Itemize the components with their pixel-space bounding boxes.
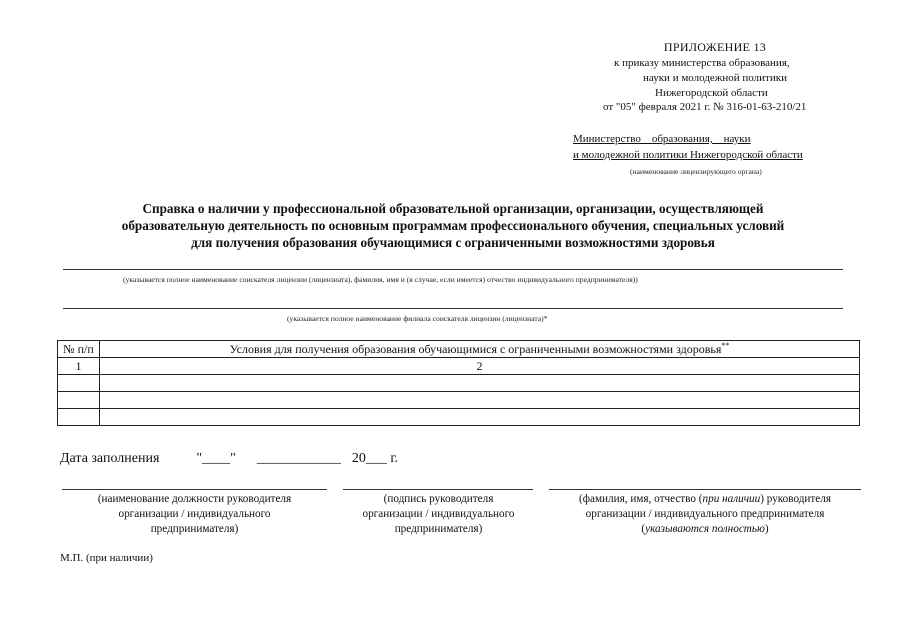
full-name-caption-part1: (фамилия, имя, отчество (	[579, 493, 703, 505]
footnote-mark: **	[721, 340, 730, 350]
numbering-cell-1: 1	[58, 358, 100, 375]
full-name-caption-italic: при наличии	[702, 493, 761, 505]
fill-date-month[interactable]: ____________	[256, 451, 341, 466]
numbering-cell-2: 2	[100, 358, 860, 375]
full-name-caption	[546, 492, 864, 537]
header-conditions-text: Условия для получения образования обучающимися с ограниченными возможностями здоровья	[229, 341, 722, 356]
document-title-line2: образовательную деятельность по основным программам профессионального обучения, специальных условий	[121, 218, 785, 233]
full-name-caption-line1	[546, 492, 864, 507]
full-name-caption-italic-note: указываются полностью	[645, 523, 765, 535]
table-row[interactable]	[58, 392, 860, 409]
signature-caption-line3: предпринимателя)	[394, 523, 483, 535]
fill-date-row	[60, 451, 398, 467]
header-number-cell: № п/п	[58, 341, 100, 358]
position-caption-line1: (наименование должности руководителя	[97, 493, 292, 505]
fill-date-suffix: г.	[390, 451, 398, 466]
position-caption-line2: организации / индивидуального	[118, 508, 271, 520]
header-conditions-cell	[100, 341, 860, 358]
table-row[interactable]	[58, 375, 860, 392]
fill-date-day[interactable]: "____"	[196, 451, 236, 466]
table-row[interactable]	[58, 409, 860, 426]
appendix-title: ПРИЛОЖЕНИЕ 13	[663, 40, 767, 54]
table-cell[interactable]	[58, 375, 100, 392]
licensing-body-line2: и молодежной политики Нижегородской области	[573, 149, 803, 161]
document-title-line1: Справка о наличии у профессиональной образовательной организации, организации, осуществляющей	[142, 201, 764, 216]
fill-date-label: Дата заполнения	[60, 451, 160, 466]
position-caption-line3: предпринимателя)	[150, 523, 239, 535]
signature-caption	[336, 492, 541, 537]
position-signature-line[interactable]	[62, 489, 327, 490]
conditions-table	[57, 340, 860, 426]
applicant-name-line[interactable]	[63, 269, 843, 270]
table-cell[interactable]	[100, 375, 860, 392]
fill-date-year[interactable]: 20___	[351, 451, 387, 466]
appendix-order-line: к приказу министерства образования,	[614, 57, 790, 69]
document-title	[40, 200, 866, 251]
branch-name-line[interactable]	[63, 308, 843, 309]
document-title-line3: для получения образования обучающимися с ограниченными возможностями здоровья	[191, 235, 715, 250]
table-cell[interactable]	[100, 392, 860, 409]
signature-caption-line2: организации / индивидуального	[362, 508, 515, 520]
table-cell[interactable]	[58, 392, 100, 409]
full-name-caption-part3: ) руководителя	[760, 493, 831, 505]
full-name-signature-line[interactable]	[549, 489, 861, 490]
applicant-caption: (указывается полное наименование соискателя лицензии (лицензиата), фамилия, имя и (в случае, если имеется) отчество индивидуального предпринимателя))	[123, 275, 638, 284]
signature-caption-line1: (подпись руководителя	[383, 493, 494, 505]
full-name-caption-line3	[546, 522, 864, 537]
position-caption	[62, 492, 327, 537]
appendix-ministry-line: науки и молодежной политики	[643, 72, 787, 84]
table-numbering-row	[58, 358, 860, 375]
licensing-body-caption: (наименование лицензирующего органа)	[630, 167, 762, 176]
table-cell[interactable]	[100, 409, 860, 426]
full-name-caption-close: )	[764, 523, 769, 535]
signature-line[interactable]	[343, 489, 533, 490]
stamp-label: М.П. (при наличии)	[60, 552, 153, 564]
licensing-body-line1: Министерство образования, науки	[573, 133, 751, 145]
branch-caption: (указывается полное наименование филиала соискателя лицензии (лицензиата)*	[287, 314, 548, 323]
full-name-caption-open: (	[641, 523, 646, 535]
appendix-date-line: от "05" февраля 2021 г. № 316-01-63-210/21	[603, 101, 807, 113]
table-header-row	[58, 341, 860, 358]
appendix-region-line: Нижегородской области	[655, 87, 768, 99]
table-cell[interactable]	[58, 409, 100, 426]
full-name-caption-line2: организации / индивидуального предпринимателя	[585, 508, 825, 520]
